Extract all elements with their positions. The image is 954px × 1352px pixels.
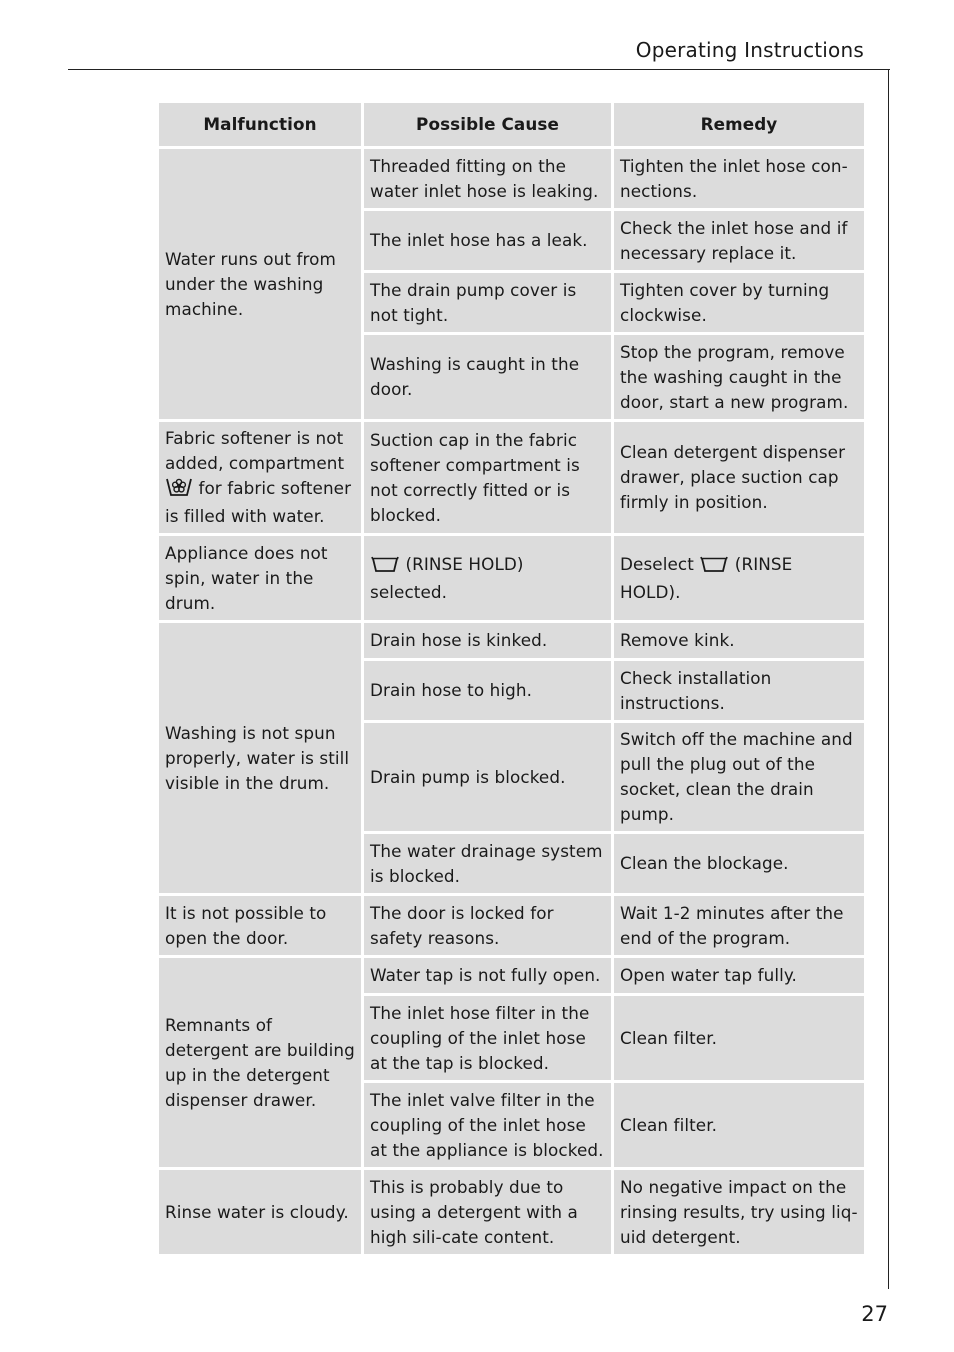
cause-cell: The door is locked for safety reasons. bbox=[364, 896, 611, 955]
cause-cell: Drain hose is kinked. bbox=[364, 623, 611, 658]
remedy-cell: Open water tap fully. bbox=[614, 958, 864, 993]
malfunction-cell: It is not possible to open the door. bbox=[159, 896, 361, 955]
malfunction-cell: Appliance does not spin, water in the drum. bbox=[159, 536, 361, 620]
cause-cell: The water drainage system is blocked. bbox=[364, 834, 611, 893]
remedy-cell: Switch off the machine and pull the plug out of the socket, clean the drain pump. bbox=[614, 723, 864, 831]
malfunction-cell: Water runs out from under the washing machine. bbox=[159, 149, 361, 419]
rinse-hold-tub-icon bbox=[370, 555, 400, 580]
remedy-cell: Clean detergent dispenser drawer, place suction cap firmly in position. bbox=[614, 422, 864, 533]
rinse-hold-tub-icon bbox=[699, 555, 729, 580]
cause-cell: Water tap is not fully open. bbox=[364, 958, 611, 993]
table-row bbox=[159, 958, 864, 993]
cause-cell: The inlet valve filter in the coupling of the inlet hose at the appliance is blocked. bbox=[364, 1083, 611, 1167]
remedy-cell: Tighten the inlet hose con-nections. bbox=[614, 149, 864, 208]
remedy-cell: Stop the program, remove the washing caught in the door, start a new program. bbox=[614, 335, 864, 419]
remedy-cell: Clean filter. bbox=[614, 1083, 864, 1167]
margin-rule bbox=[888, 69, 889, 1289]
cause-cell: Drain hose to high. bbox=[364, 661, 611, 720]
column-header-remedy: Remedy bbox=[614, 103, 864, 146]
remedy-text-before-icon: Deselect bbox=[620, 553, 694, 574]
page-header-title: Operating Instructions bbox=[635, 38, 864, 62]
header-rule bbox=[68, 69, 890, 70]
remedy-cell bbox=[614, 536, 864, 620]
table-header bbox=[159, 103, 864, 146]
remedy-cell: Clean filter. bbox=[614, 996, 864, 1080]
table-row bbox=[159, 896, 864, 955]
troubleshooting-table bbox=[156, 100, 867, 1257]
malfunction-cell: Remnants of detergent are building up in the detergent dispenser drawer. bbox=[159, 958, 361, 1167]
column-header-malfunction: Malfunction bbox=[159, 103, 361, 146]
malfunction-cell: Washing is not spun properly, water is still visible in the drum. bbox=[159, 623, 361, 893]
remedy-cell: Check installation instructions. bbox=[614, 661, 864, 720]
malfunction-cell: Rinse water is cloudy. bbox=[159, 1170, 361, 1254]
malfunction-cell bbox=[159, 422, 361, 533]
malfunction-text-before-icon: Fabric softener is not added, compartment bbox=[165, 428, 345, 473]
cause-cell: Suction cap in the fabric softener compartment is not correctly fitted or is blocked. bbox=[364, 422, 611, 533]
fabric-softener-flower-icon bbox=[165, 477, 193, 504]
cause-cell bbox=[364, 536, 611, 620]
cause-text: (RINSE HOLD) selected. bbox=[370, 553, 524, 602]
remedy-cell: Tighten cover by turning clockwise. bbox=[614, 273, 864, 332]
cause-cell: Threaded fitting on the water inlet hose is leaking. bbox=[364, 149, 611, 208]
malfunction-text-after-icon: for fabric softener is filled with water. bbox=[165, 478, 352, 526]
table-row bbox=[159, 623, 864, 658]
remedy-cell: Remove kink. bbox=[614, 623, 864, 658]
remedy-cell: Wait 1-2 minutes after the end of the program. bbox=[614, 896, 864, 955]
cause-cell: Drain pump is blocked. bbox=[364, 723, 611, 831]
cause-cell: The inlet hose filter in the coupling of the inlet hose at the tap is blocked. bbox=[364, 996, 611, 1080]
cause-cell: Washing is caught in the door. bbox=[364, 335, 611, 419]
page-number: 27 bbox=[861, 1302, 888, 1326]
remedy-text-after-icon: (RINSE HOLD). bbox=[620, 553, 793, 602]
remedy-cell: Check the inlet hose and if necessary replace it. bbox=[614, 211, 864, 270]
cause-cell: The inlet hose has a leak. bbox=[364, 211, 611, 270]
remedy-cell: Clean the blockage. bbox=[614, 834, 864, 893]
table-row bbox=[159, 422, 864, 533]
column-header-possible-cause: Possible Cause bbox=[364, 103, 611, 146]
cause-cell: The drain pump cover is not tight. bbox=[364, 273, 611, 332]
remedy-cell: No negative impact on the rinsing results, try using liq-uid detergent. bbox=[614, 1170, 864, 1254]
table-row bbox=[159, 1170, 864, 1254]
table-row bbox=[159, 536, 864, 620]
cause-cell: This is probably due to using a detergent with a high sili-cate content. bbox=[364, 1170, 611, 1254]
table-row bbox=[159, 149, 864, 208]
